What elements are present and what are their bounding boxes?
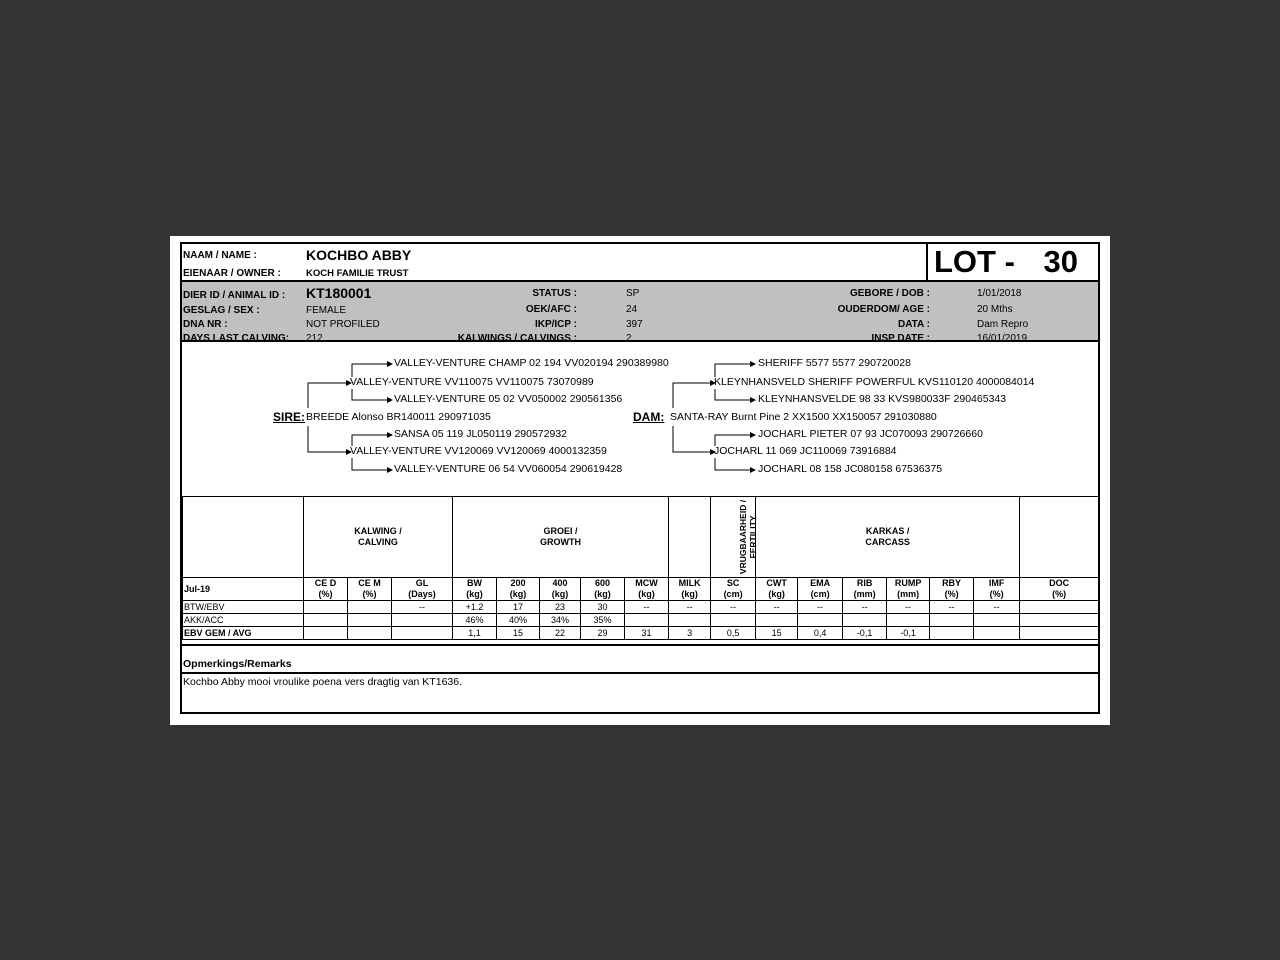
doc-group [1020,497,1099,578]
table-cell [756,614,798,627]
sire-sire-dam: VALLEY-VENTURE 05 02 VV050002 290561356 [394,393,623,405]
calving-group: KALWING / CALVING [304,497,453,578]
table-cell: -- [711,601,756,614]
dam-name: SANTA-RAY Burnt Pine 2 XX1500 XX150057 291030880 [670,411,937,423]
lot-label: LOT - [934,244,1015,279]
calvings-label: KALWINGS / CALVINGS : [457,333,577,344]
table-cell: 23 [540,601,581,614]
sire-sire-sire: VALLEY-VENTURE CHAMP 02 194 VV020194 290389980 [394,357,669,369]
table-cell [348,614,392,627]
ebv-date: Jul-19 [183,578,304,601]
sire-sire: VALLEY-VENTURE VV110075 VV110075 73070989 [350,376,594,388]
dna-label: DNA NR : [183,319,228,330]
table-cell: 35% [581,614,625,627]
col-ema: EMA (cm) [798,578,843,601]
pedigree-connectors [182,244,1098,494]
ebv-corner [183,497,304,578]
table-cell: 31 [625,627,669,640]
table-cell [304,601,348,614]
sire-dam-sire: SANSA 05 119 JL050119 290572932 [394,428,568,440]
sire-dam: VALLEY-VENTURE VV120069 VV120069 4000132359 [350,445,607,457]
lot-card [180,242,1100,714]
icp-value: 397 [626,319,643,330]
ebv-table [182,496,1099,640]
afc-value: 24 [626,304,638,315]
table-cell: -0,1 [887,627,930,640]
owner-value: KOCH FAMILIE TRUST [306,268,409,279]
table-cell [798,614,843,627]
days-last-calving-label: DAYS LAST CALVING: [183,333,290,344]
dam-sire: KLEYNHANSVELD SHERIFF POWERFUL KVS110120 4000084014 [714,376,1035,388]
table-cell [1020,614,1099,627]
col-sc: SC (cm) [711,578,756,601]
col-rby: RBY (%) [930,578,974,601]
col-ce-m: CE M (%) [348,578,392,601]
days-last-calving-value: 212 [306,333,323,344]
afc-label: OEK/AFC : [525,304,577,315]
sex-label: GESLAG / SEX : [183,305,260,316]
table-cell: -- [974,601,1020,614]
col-gl: GL (Days) [392,578,453,601]
insp-date-label: INSP DATE : [871,333,930,344]
owner-label: EIENAAR / OWNER : [183,268,281,279]
table-cell [392,614,453,627]
dam-sire-dam: KLEYNHANSVELDE 98 33 KVS980033F 290465343 [758,393,1007,405]
col-imf: IMF (%) [974,578,1020,601]
insp-date-value: 16/01/2019 [977,333,1028,344]
table-cell: -0,1 [843,627,887,640]
table-cell: -- [798,601,843,614]
table-cell [1020,601,1099,614]
carcass-group: KARKAS / CARCASS [756,497,1020,578]
table-cell: 15 [497,627,540,640]
table-cell [625,614,669,627]
data-label: DATA : [897,319,930,330]
fertility-group: VRUGBAARHEID / FERTILITY [711,497,756,578]
table-cell [392,627,453,640]
dam-label: DAM: [633,410,665,424]
table-cell: 29 [581,627,625,640]
table-cell: -- [756,601,798,614]
sire-name: BREEDE Alonso BR140011 290971035 [306,411,491,423]
row-label: AKK/ACC [183,614,304,627]
col-ce-d: CE D (%) [304,578,348,601]
table-cell: 17 [497,601,540,614]
dam-dam-dam: JOCHARL 08 158 JC080158 67536375 [758,463,943,475]
ebv-row-avg [183,627,1099,640]
col-400: 400 (kg) [540,578,581,601]
icp-label: IKP/ICP : [534,319,577,330]
table-cell: -- [669,601,711,614]
table-cell: 40% [497,614,540,627]
table-cell [974,614,1020,627]
remarks-heading: Opmerkings/Remarks [183,658,292,670]
lot-number: 30 [1043,244,1078,279]
status-label: STATUS : [532,288,577,299]
name-label: NAAM / NAME : [183,250,257,261]
table-cell: -- [392,601,453,614]
dob-label: GEBORE / DOB : [849,288,930,299]
col-cwt: CWT (kg) [756,578,798,601]
table-cell [930,627,974,640]
col-rump: RUMP (mm) [887,578,930,601]
table-cell [669,614,711,627]
col-milk: MILK (kg) [669,578,711,601]
ebv-row-btw [183,601,1099,614]
table-cell [348,601,392,614]
animal-id-label: DIER ID / ANIMAL ID : [183,290,286,301]
animal-id: KT180001 [306,285,372,301]
calvings-value: 2 [626,333,632,344]
table-cell [1020,627,1099,640]
table-cell [304,627,348,640]
table-cell [887,614,930,627]
dam-sire-sire: SHERIFF 5577 5577 290720028 [758,357,911,369]
col-doc: DOC (%) [1020,578,1099,601]
col-rib: RIB (mm) [843,578,887,601]
col-mcw: MCW (kg) [625,578,669,601]
table-cell [348,627,392,640]
age-value: 20 Mths [977,304,1013,315]
status-value: SP [626,288,640,299]
table-cell: 3 [669,627,711,640]
dna-value: NOT PROFILED [306,319,380,330]
table-cell: +1.2 [453,601,497,614]
data-value: Dam Repro [977,319,1029,330]
animal-name: KOCHBO ABBY [306,247,412,263]
table-cell: 22 [540,627,581,640]
document-sheet [170,236,1110,725]
table-cell: 15 [756,627,798,640]
table-cell [930,614,974,627]
col-bw: BW (kg) [453,578,497,601]
table-cell: -- [843,601,887,614]
table-cell [711,614,756,627]
sire-dam-dam: VALLEY-VENTURE 06 54 VV060054 290619428 [394,463,623,475]
table-cell: 46% [453,614,497,627]
sire-label: SIRE: [273,410,306,424]
ebv-column-header-row [183,578,1099,601]
ebv-group-row [183,497,1099,578]
table-cell [304,614,348,627]
table-cell: -- [930,601,974,614]
sex-value: FEMALE [306,305,347,316]
table-cell: 1,1 [453,627,497,640]
dam-dam: JOCHARL 11 069 JC110069 73916884 [714,445,897,457]
table-cell: 30 [581,601,625,614]
ebv-row-akk [183,614,1099,627]
dam-dam-sire: JOCHARL PIETER 07 93 JC070093 290726660 [758,428,983,440]
row-label: BTW/EBV [183,601,304,614]
table-cell [843,614,887,627]
row-label: EBV GEM / AVG [183,627,304,640]
table-cell: 0,5 [711,627,756,640]
remarks-divider [182,672,1098,674]
table-cell: -- [887,601,930,614]
remarks-text: Kochbo Abby mooi vroulike poena vers dragtig van KT1636. [183,676,463,688]
dob-value: 1/01/2018 [977,288,1022,299]
col-600: 600 (kg) [581,578,625,601]
table-cell: -- [625,601,669,614]
remarks-top-divider [182,644,1098,646]
col-200: 200 (kg) [497,578,540,601]
age-label: OUDERDOM/ AGE : [837,304,930,315]
table-cell: 0,4 [798,627,843,640]
table-cell: 34% [540,614,581,627]
growth-group: GROEI / GROWTH [453,497,669,578]
milk-group [669,497,711,578]
table-cell [974,627,1020,640]
